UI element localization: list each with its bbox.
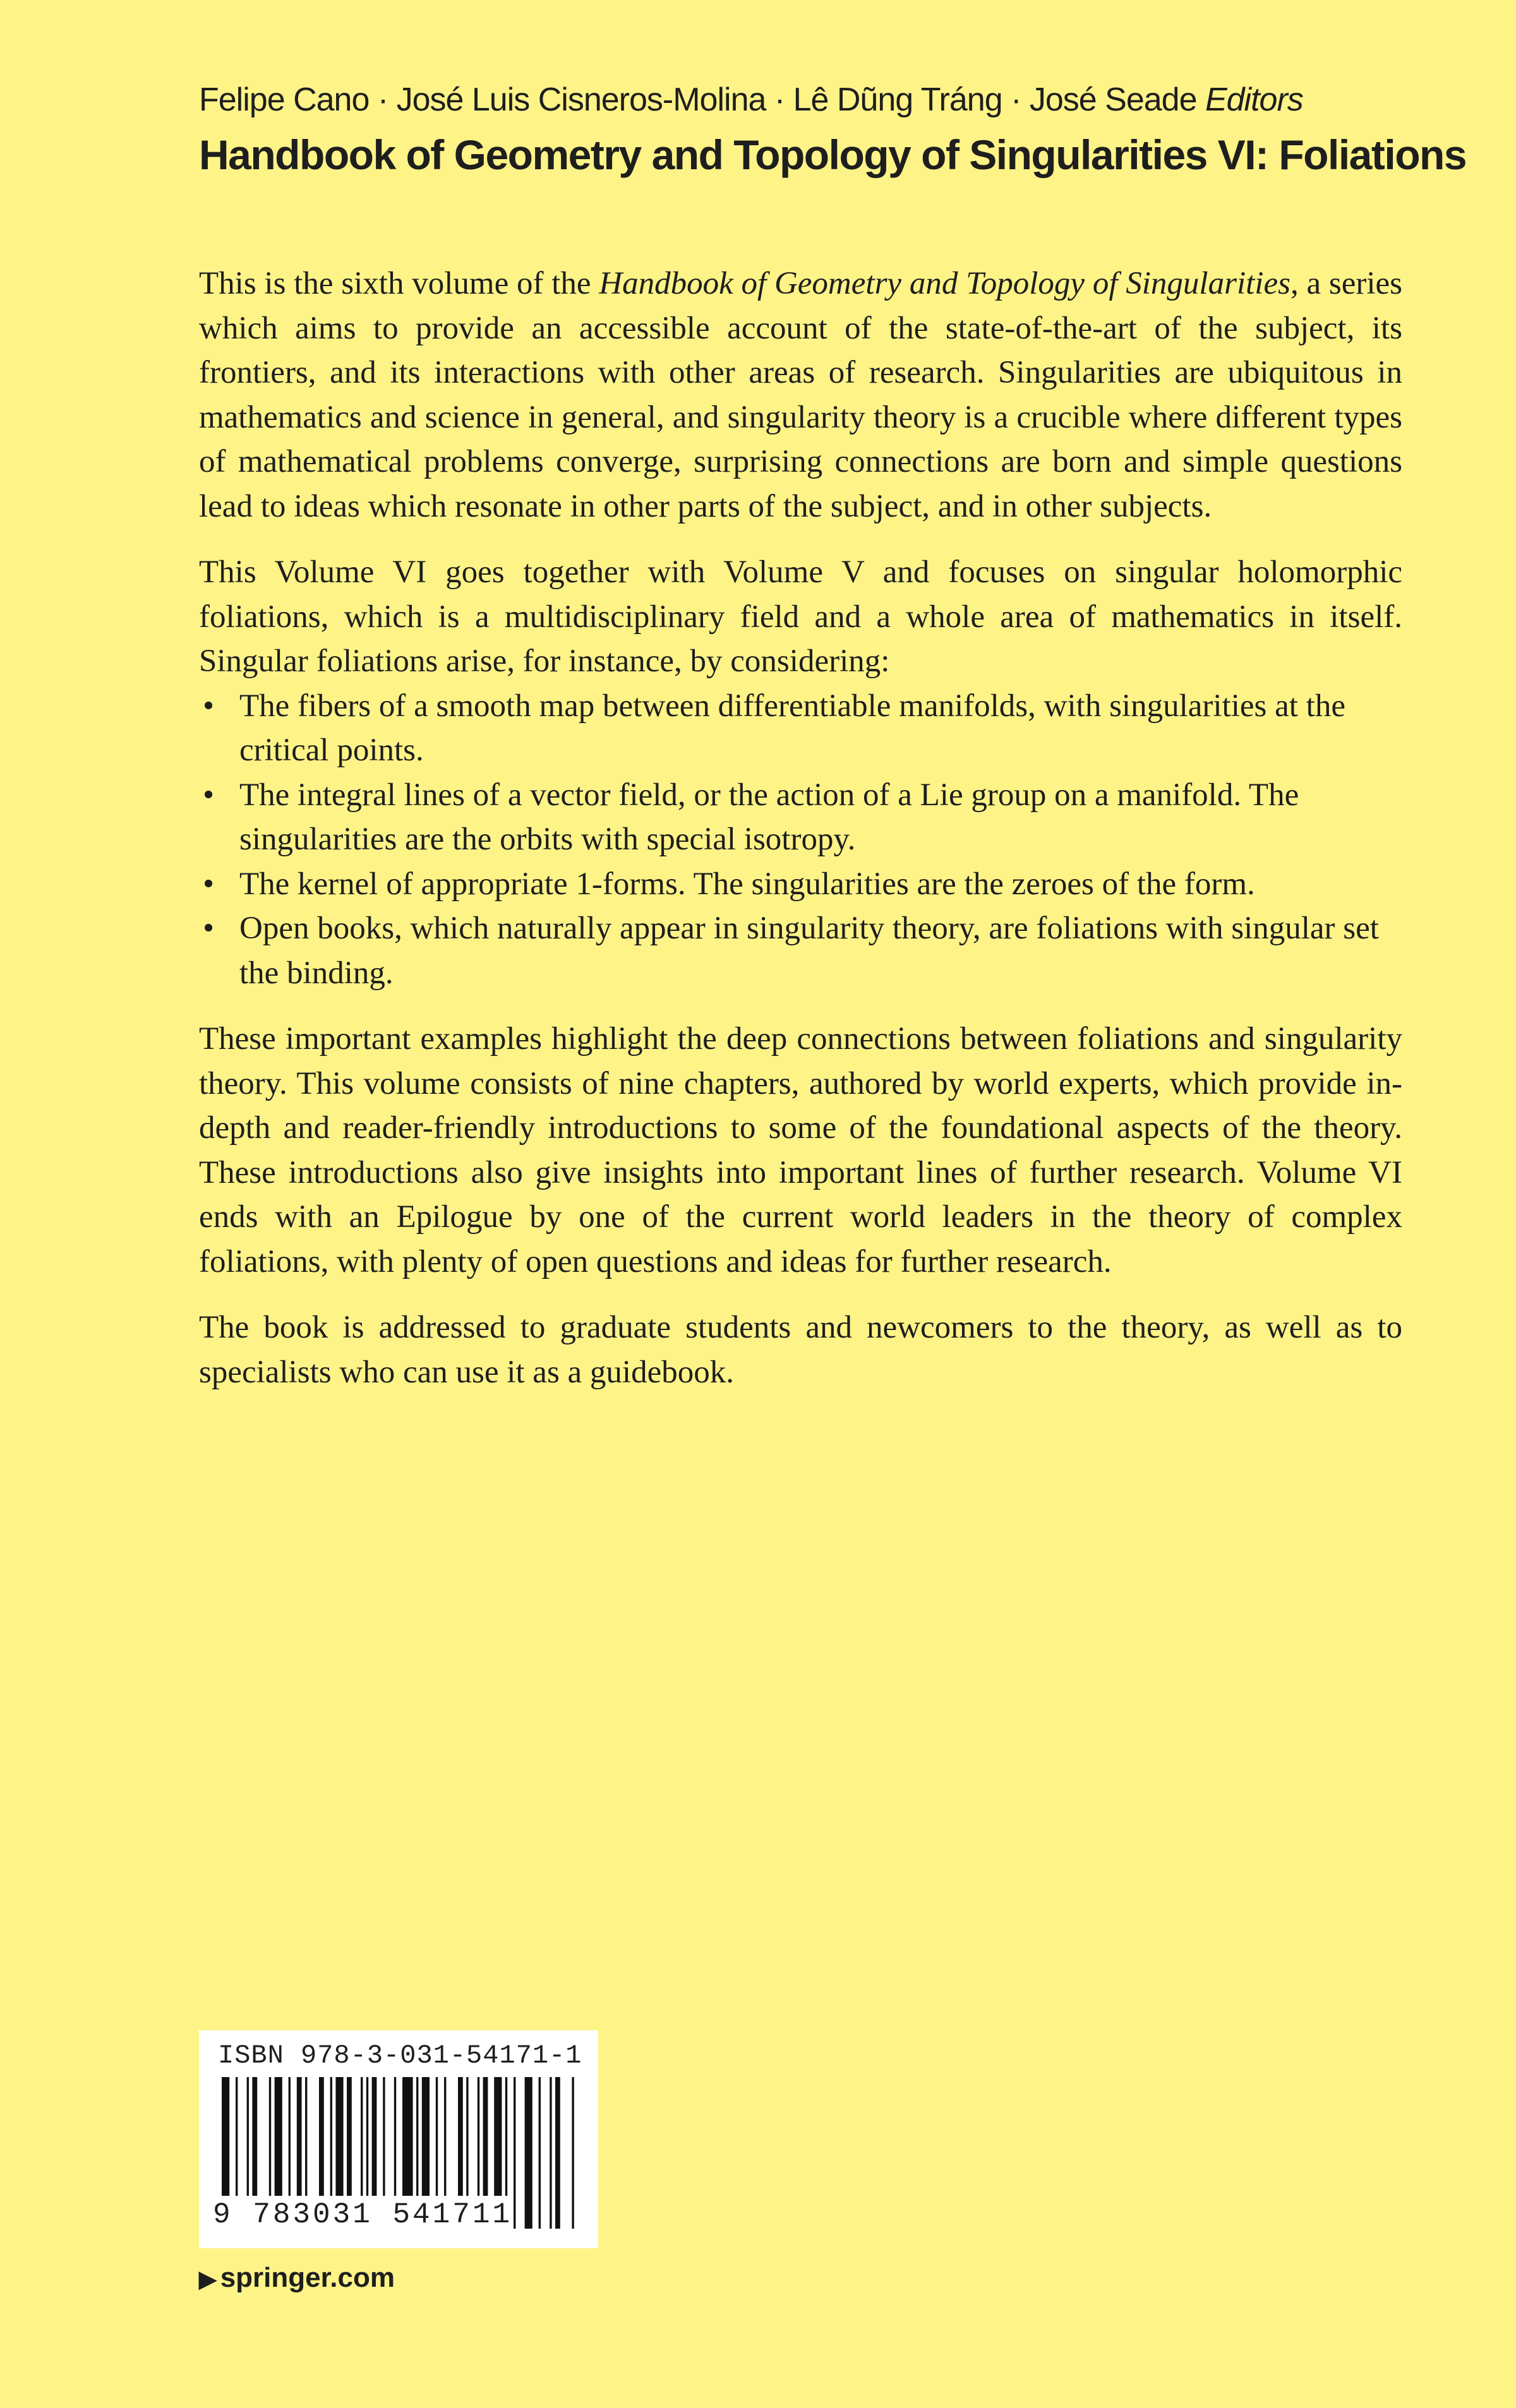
bullet-dot-icon: •: [203, 911, 214, 946]
barcode-digits: 9 783031 541711: [213, 2196, 512, 2234]
bullet-item: [199, 906, 1402, 995]
blurb-text: [199, 261, 1402, 1394]
arrow-right-icon: ▶: [199, 2266, 217, 2292]
paragraph-4: The book is addressed to graduate students and newcomers to the theory, as well as to specialists who can use it as a guidebook.: [199, 1310, 1402, 1390]
bullet-item: [199, 773, 1402, 862]
bullet-text: Open books, which naturally appear in singularity theory, are foliations with singular set the binding.: [239, 911, 1379, 991]
editors-names: Felipe Cano · José Luis Cisneros-Molina · Lê Dũng Tráng · José Seade: [199, 81, 1197, 118]
editors-line: [199, 75, 1399, 125]
paragraph-3: These important examples highlight the deep connections between foliations and singularity theory. This volume consists of nine chapters, authored by world experts, which provide in-depth and reader-friendly introductions to some of the foundational aspects of the theory. These introductions also give insights into important lines of further research. Volume VI ends with an Epilogue by one of the current world leaders in the theory of complex foliations, with plenty of open questions and ideas for further research.: [199, 1021, 1402, 1279]
bullet-item: [199, 684, 1402, 773]
bullet-item: [199, 862, 1402, 907]
paragraph-2: This Volume VI goes together with Volume V and focuses on singular holomorphic foliations, which is a multidisciplinary field and a whole area of mathematics in itself. Singular foliations arise, for instance, by considering:: [199, 554, 1402, 679]
paragraph-1-intro: This is the sixth volume of the: [199, 266, 599, 301]
bullet-text: The fibers of a smooth map between differentiable manifolds, with singularities at the critical points.: [239, 688, 1345, 768]
bullet-list: [199, 684, 1402, 996]
paragraph-1: [199, 261, 1402, 529]
publisher-url: springer.com: [220, 2262, 395, 2293]
bullet-text: The integral lines of a vector field, or the action of a Lie group on a manifold. The singularities are the orbits with special isotropy.: [239, 777, 1299, 857]
bullet-dot-icon: •: [203, 866, 214, 902]
publisher-link[interactable]: [199, 2256, 395, 2301]
bullet-text: The kernel of appropriate 1-forms. The singularities are the zeroes of the form.: [239, 866, 1255, 902]
bullet-dot-icon: •: [203, 688, 214, 724]
isbn-label: ISBN 978-3-031-54171-1: [218, 2040, 582, 2071]
series-title: Handbook of Geometry and Topology of Singularities: [599, 266, 1290, 301]
editors-role: Editors: [1205, 81, 1303, 118]
isbn-barcode: [199, 2030, 598, 2248]
paragraph-1-rest: , a series which aims to provide an accessible account of the state-of-the-art of the subject, its frontiers, and its interactions with other areas of research. Singularities are ubiquitous in mathematics and science in general, and singularity theory is a crucible where different types of mathematical problems converge, surprising connections are born and simple questions lead to ideas which resonate in other parts of the subject, and in other subjects.: [199, 266, 1402, 524]
bullet-dot-icon: •: [203, 777, 214, 813]
book-title: Handbook of Geometry and Topology of Singularities VI: Foliations: [199, 131, 1467, 178]
